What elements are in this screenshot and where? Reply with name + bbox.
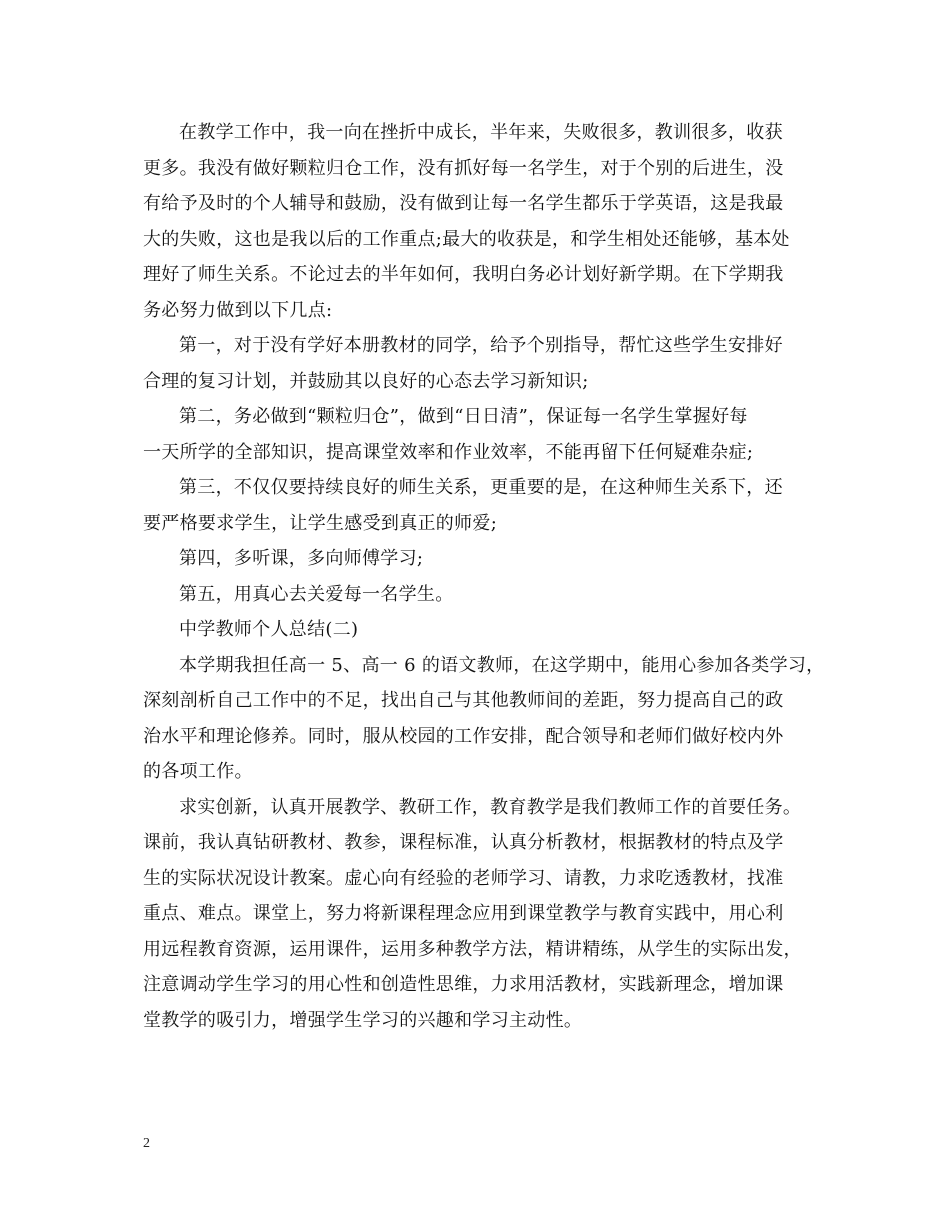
- text-line: 第四，多听课，多向师傅学习;: [179, 548, 424, 569]
- text-line: 合理的复习计划，并鼓励其以良好的心态去学习新知识;: [143, 370, 589, 392]
- text-line: 的各项工作。: [143, 761, 253, 782]
- section-heading: 中学教师个人总结(二): [179, 619, 359, 640]
- text-line: 要严格要求学生，让学生感受到真正的师爱;: [143, 512, 498, 534]
- text-line: 更多。我没有做好颗粒归仓工作，没有抓好每一名学生，对于个别的后进生，没: [143, 157, 784, 179]
- text-line: 用远程教育资源，运用课件，运用多种教学方法，精讲精练，从学生的实际出发，: [143, 938, 802, 960]
- text-line: 注意调动学生学习的用心性和创造性思维，力求用活教材，实践新理念，增加课: [143, 974, 784, 995]
- text-line: 本学期我担任高一 5、高一 6 的语文教师，在这学期中，能用心参加各类学习，: [179, 654, 825, 676]
- text-line: 第五，用真心去关爱每一名学生。: [179, 583, 454, 605]
- text-line: 课前，我认真钻研教材、教参，课程标准，认真分析教材，根据教材的特点及学: [143, 832, 784, 853]
- text-line: 第二，务必做到“颗粒归仓”，做到“日日清”，保证每一名学生掌握好每: [179, 406, 748, 427]
- text-line: 第三，不仅仅要持续良好的师生关系，更重要的是，在这种师生关系下，还: [179, 477, 783, 498]
- text-line: 重点、难点。课堂上，努力将新课程理念应用到课堂教学与教育实践中，用心利: [143, 903, 784, 924]
- text-line: 有给予及时的个人辅导和鼓励，没有做到让每一名学生都乐于学英语，这是我最: [143, 193, 784, 214]
- text-line: 堂教学的吸引力，增强学生学习的兴趣和学习主动性。: [143, 1009, 583, 1031]
- text-line: 大的失败，这也是我以后的工作重点;最大的收获是，和学生相处还能够，基本处: [143, 228, 790, 250]
- text-line: 一天所学的全部知识，提高课堂效率和作业效率，不能再留下任何疑难杂症;: [143, 441, 754, 463]
- text-line: 第一，对于没有学好本册教材的同学，给予个别指导，帮忙这些学生安排好: [179, 335, 783, 356]
- text-line: 深刻剖析自己工作中的不足，找出自己与其他教师间的差距，努力提高自己的政: [143, 690, 784, 711]
- text-line: 生的实际状况设计教案。虚心向有经验的老师学习、请教，力求吃透教材，找准: [143, 867, 784, 889]
- text-line: 理好了师生关系。不论过去的半年如何，我明白务必计划好新学期。在下学期我: [143, 264, 784, 285]
- text-line: 务必努力做到以下几点:: [143, 299, 333, 321]
- document-body: [143, 115, 825, 1038]
- text-line: 在教学工作中，我一向在挫折中成长，半年来，失败很多，教训很多，收获: [179, 122, 783, 143]
- text-line: 治水平和理论修养。同时，服从校园的工作安排，配合领导和老师们做好校内外: [143, 725, 784, 747]
- text-line: 求实创新，认真开展教学、教研工作，教育教学是我们教师工作的首要任务。: [179, 796, 802, 818]
- page-number: 2: [143, 1136, 150, 1151]
